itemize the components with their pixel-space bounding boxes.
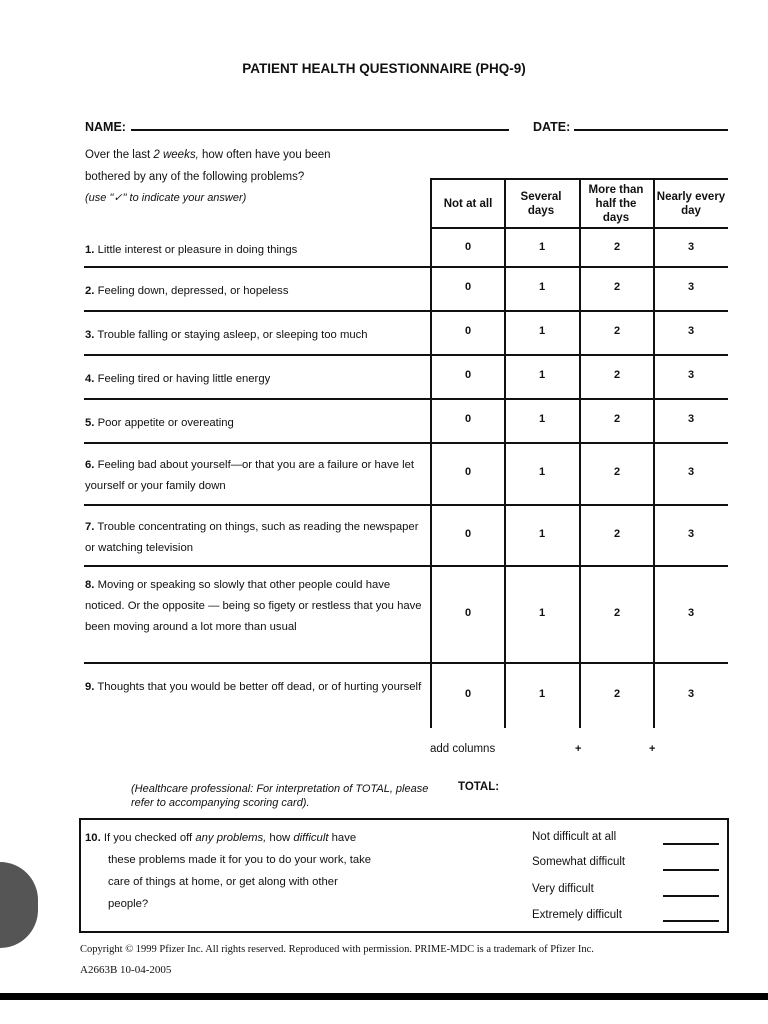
col-header-nearly-every-day: Nearly every day [656,191,726,217]
row-divider [84,662,728,664]
question-text: 2. Feeling down, depressed, or hopeless [85,284,289,297]
form-code: A2663B 10-04-2005 [80,964,172,976]
score-cell[interactable]: 1 [538,325,546,337]
score-cell[interactable]: 3 [687,413,695,425]
score-cell[interactable]: 1 [538,240,546,253]
option-not-difficult-blank[interactable] [663,843,719,845]
intro-line-1: Over the last 2 weeks, how often have you been [85,149,331,161]
row-divider [84,565,728,567]
score-cell[interactable]: 2 [613,527,621,540]
option-somewhat-difficult: Somewhat difficult [532,856,626,868]
floating-action-button[interactable] [0,862,38,948]
question-text: 9. Thoughts that you would be better off dead, or of hurting yourself [85,680,422,693]
score-cell[interactable]: 3 [687,281,695,293]
page-title: PATIENT HEALTH QUESTIONNAIRE (PHQ-9) [242,61,526,76]
score-cell[interactable]: 0 [464,606,472,619]
option-very-difficult-blank[interactable] [663,895,719,897]
row-divider [84,442,728,444]
copyright: Copyright © 1999 Pfizer Inc. All rights reserved. Reproduced with permission. PRIME-MDC is a trademark of Pfizer Inc. [80,944,594,955]
option-very-difficult: Very difficult [532,883,594,895]
question-text: 3. Trouble falling or staying asleep, or sleeping too much [85,328,368,341]
score-cell[interactable]: 1 [538,466,546,478]
intro-line-3: (use "✓" to indicate your answer) [85,192,247,204]
column-divider [504,178,506,728]
score-cell[interactable]: 1 [538,527,546,540]
name-label: NAME: [85,120,126,134]
score-cell[interactable]: 0 [464,466,472,478]
intro-line-2: bothered by any of the following problems? [85,171,305,183]
score-cell[interactable]: 0 [464,369,472,381]
score-cell[interactable]: 3 [687,325,695,337]
score-cell[interactable]: 0 [464,527,472,540]
col-header-several-days: Several days [520,191,562,217]
question-text: 4. Feeling tired or having little energy [85,372,271,385]
row-divider [84,398,728,400]
bottom-bar [0,993,768,1000]
name-field[interactable] [131,129,509,131]
score-cell[interactable]: 1 [538,369,546,381]
score-cell[interactable]: 1 [538,606,546,619]
score-cell[interactable]: 0 [464,413,472,425]
row-divider [84,504,728,506]
row-divider [84,310,728,312]
score-cell[interactable]: 0 [464,240,472,253]
option-not-difficult: Not difficult at all [532,831,617,843]
score-cell[interactable]: 2 [613,413,621,425]
option-extremely-difficult: Extremely difficult [532,909,622,921]
plus-sign: + [575,743,582,755]
score-cell[interactable]: 2 [613,606,621,619]
score-cell[interactable]: 2 [613,466,621,478]
score-cell[interactable]: 2 [613,369,621,381]
add-columns-label: add columns [430,743,496,755]
column-divider [430,178,432,728]
score-cell[interactable]: 0 [464,281,472,293]
scoring-note: (Healthcare professional: For interpretation of TOTAL, please refer to accompanying scoring card). [131,783,429,809]
score-cell[interactable]: 3 [687,687,695,700]
score-cell[interactable]: 3 [687,606,695,619]
score-cell[interactable]: 1 [538,687,546,700]
total-label: TOTAL: [458,781,500,793]
score-cell[interactable]: 1 [538,281,546,293]
col-header-not-at-all: Not at all [443,198,493,210]
row-divider [84,354,728,356]
question-text: 5. Poor appetite or overeating [85,416,234,429]
date-field[interactable] [574,129,728,131]
score-cell[interactable]: 0 [464,687,472,700]
score-cell[interactable]: 1 [538,413,546,425]
score-cell[interactable]: 3 [687,466,695,478]
score-cell[interactable]: 2 [613,687,621,700]
plus-sign: + [649,743,656,755]
score-cell[interactable]: 2 [613,281,621,293]
question-10-text: 10. If you checked off any problems, how difficult have these problems made it for you to do your work, take care of things at home, or get along with other people? [85,832,372,910]
column-divider [579,178,581,728]
score-cell[interactable]: 0 [464,325,472,337]
score-cell[interactable]: 3 [687,369,695,381]
option-somewhat-difficult-blank[interactable] [663,869,719,871]
date-label: DATE: [533,120,571,134]
question-text: 1. Little interest or pleasure in doing things [85,244,298,256]
col-header-more-than-half: More than half the days [588,184,644,224]
score-cell[interactable]: 2 [613,325,621,337]
score-cell[interactable]: 3 [687,527,695,540]
column-divider [653,178,655,728]
row-divider [84,266,728,268]
score-cell[interactable]: 3 [687,240,695,253]
score-cell[interactable]: 2 [613,240,621,253]
question-text: 7. Trouble concentrating on things, such as reading the newspaper or watching television [85,520,419,554]
option-extremely-difficult-blank[interactable] [663,920,719,922]
question-text: 8. Moving or speaking so slowly that other people could have noticed. Or the opposite — being so figety or restless that you have been moving around a lot more than usual [85,578,422,633]
question-text: 6. Feeling bad about yourself—or that you are a failure or have let yourself or your family down [85,459,415,492]
